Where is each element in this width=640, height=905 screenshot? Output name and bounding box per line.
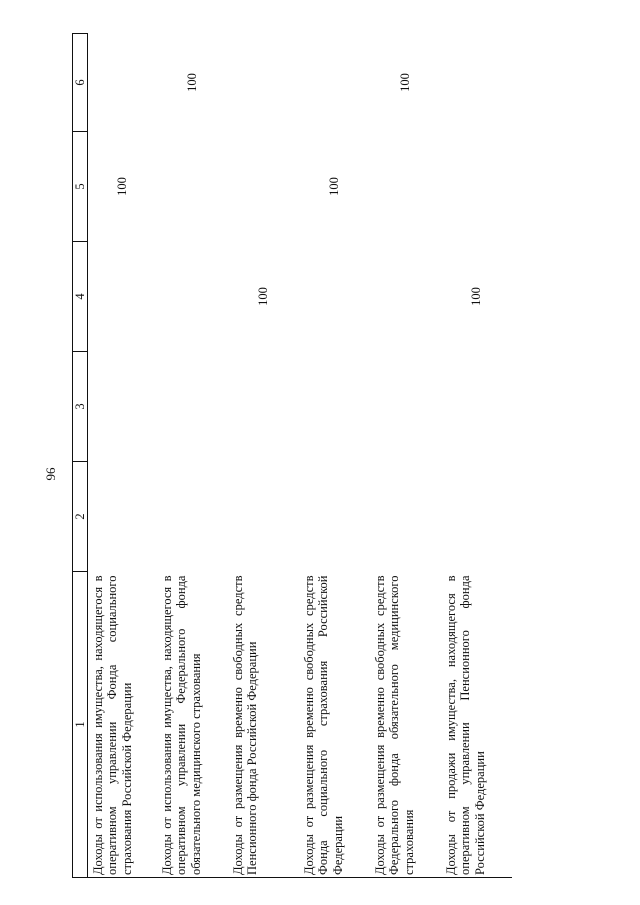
cell-col3 — [157, 352, 228, 462]
column-header-2: 2 — [73, 462, 88, 572]
data-table-container — [72, 34, 506, 878]
cell-col4 — [88, 242, 158, 352]
table-row — [370, 34, 441, 878]
cell-col2 — [441, 462, 512, 572]
cell-col6 — [299, 34, 370, 132]
row-label: Доходы от размещения временно свободных средств Федерального фонда обязательного медицинского страхования — [370, 572, 441, 878]
cell-col3 — [88, 352, 158, 462]
cell-col3 — [370, 352, 441, 462]
column-header-3: 3 — [73, 352, 88, 462]
cell-col2 — [88, 462, 158, 572]
cell-col6 — [88, 34, 158, 132]
cell-col6: 100 — [185, 73, 200, 92]
table-row — [441, 34, 512, 878]
row-label: Доходы от размещения временно свободных средств Фонда социального страхования Российской Федерации — [299, 572, 370, 878]
cell-col4: 100 — [469, 287, 484, 306]
table-row — [157, 34, 228, 878]
cell-col5: 100 — [327, 177, 342, 196]
column-header-1: 1 — [73, 572, 88, 878]
cell-col5: 100 — [115, 177, 130, 196]
column-header-5: 5 — [73, 132, 88, 242]
cell-col5 — [370, 132, 441, 242]
cell-col3 — [299, 352, 370, 462]
data-table — [72, 33, 512, 878]
table-row — [228, 34, 299, 878]
cell-col4 — [299, 242, 370, 352]
row-label: Доходы от использования имущества, находящегося в оперативном управлении Федерального фонда обязательного медицинского страхования — [157, 572, 228, 878]
row-label: Доходы от использования имущества, находящегося в оперативном управлении Фонда социального страхования Российской Федерации — [88, 572, 158, 878]
cell-col4 — [370, 242, 441, 352]
cell-col6: 100 — [398, 73, 413, 92]
row-label: Доходы от размещения временно свободных средств Пенсионного фонда Российской Федерации — [228, 572, 299, 878]
column-header-4: 4 — [73, 242, 88, 352]
cell-col6 — [228, 34, 299, 132]
page-number: 96 — [43, 467, 58, 481]
table-row — [88, 34, 158, 878]
cell-col2 — [299, 462, 370, 572]
row-label: Доходы от продажи имущества, находящегося в оперативном управлении Пенсионного фонда Российской Федерации — [441, 572, 512, 878]
cell-col5 — [228, 132, 299, 242]
table-header-row — [73, 34, 88, 878]
cell-col3 — [228, 352, 299, 462]
cell-col4: 100 — [256, 287, 271, 306]
cell-col2 — [228, 462, 299, 572]
cell-col5 — [157, 132, 228, 242]
column-header-6: 6 — [73, 34, 88, 132]
cell-col2 — [370, 462, 441, 572]
cell-col6 — [441, 34, 512, 132]
cell-col2 — [157, 462, 228, 572]
cell-col5 — [441, 132, 512, 242]
cell-col3 — [441, 352, 512, 462]
cell-col4 — [157, 242, 228, 352]
table-row — [299, 34, 370, 878]
